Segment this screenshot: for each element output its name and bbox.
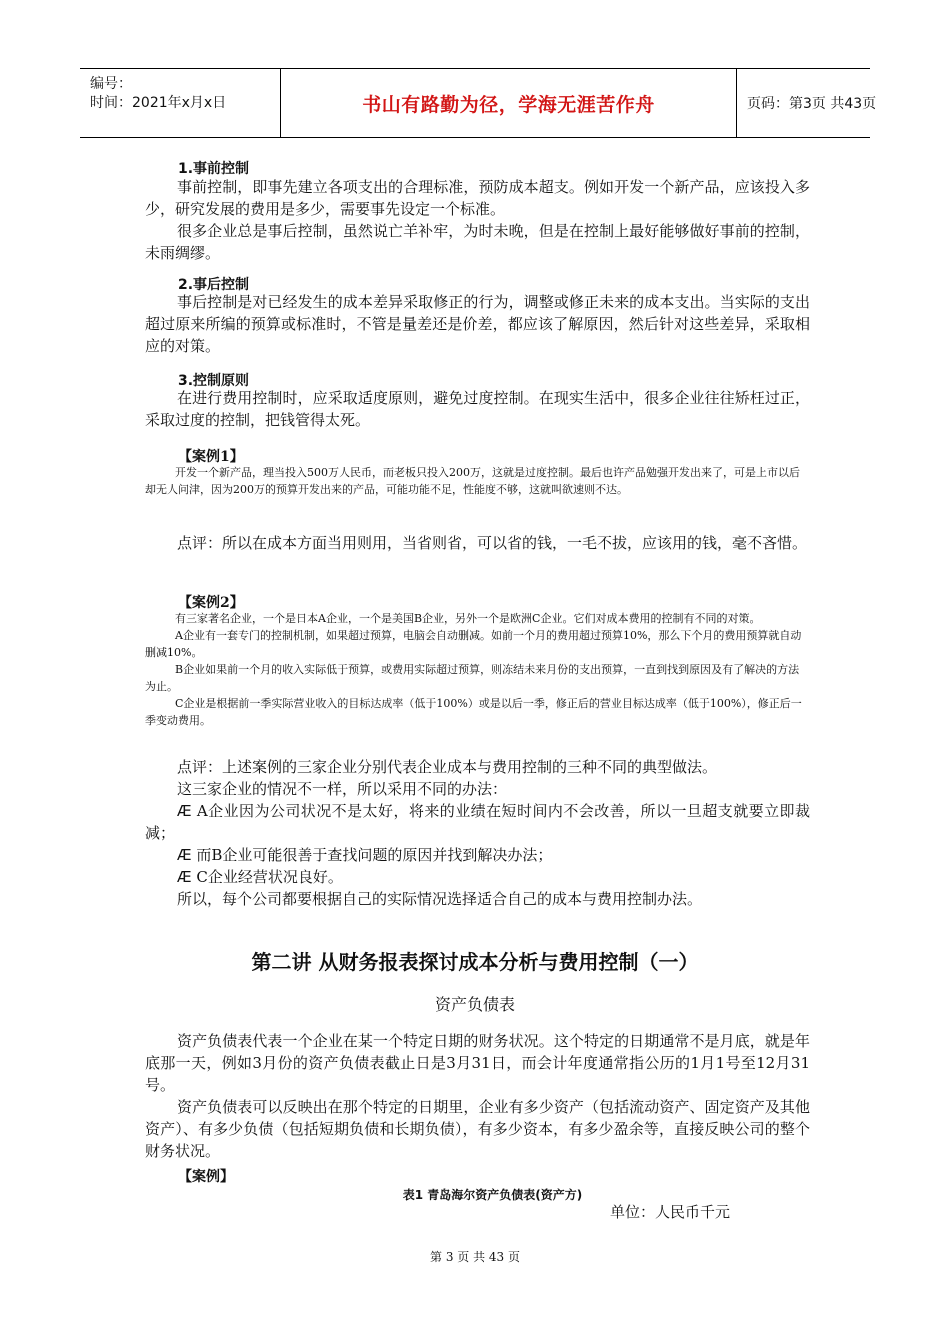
case-text: A企业有一套专门的控制机制，如果超过预算，电脑会自动删减。如前一个月的费用超过预算10%，那么下个月的费用预算就自动删减10%。 [145, 629, 802, 659]
case-2-body [145, 610, 810, 729]
bullet-glyph: Æ [177, 868, 192, 886]
paragraph: 资产负债表可以反映出在那个特定的日期里，企业有多少资产（包括流动资产、固定资产及其他资产）、有多少负债（包括短期负债和长期负债），有多少资本，有多少盈余等，直接反映公司的整个财务状况。 [145, 1098, 810, 1160]
section-3-body [145, 387, 810, 431]
comment-paragraph: 点评：所以在成本方面当用则用，当省则省，可以省的钱，一毛不拔，应该用的钱，毫不吝惜。 [177, 534, 808, 552]
case-text: C企业是根据前一季实际营业收入的目标达成率（低于100%）或是以后一季，修正后的营业目标达成率（低于100%），修正后一季变动费用。 [145, 697, 802, 727]
bullet-glyph: Æ [177, 802, 192, 820]
bullet-glyph: Æ [177, 846, 192, 864]
section-heading-2: 2.事后控制 [178, 277, 250, 293]
case-text: 有三家著名企业，一个是日本A企业，一个是美国B企业，另外一个是欧洲C企业。它们对成本费用的控制有不同的对策。 [175, 612, 761, 625]
bullet-item: Æ C企业经营状况良好。 [177, 868, 343, 886]
page-header [80, 68, 877, 138]
section-1-body [145, 176, 810, 264]
paragraph: 资产负债表代表一个企业在某一个特定日期的财务状况。这个特定的日期通常不是月底，就是年底那一天，例如3月份的资产负债表截止日是3月31日，而会计年度通常指公历的1月1号至12月31号。 [145, 1032, 810, 1094]
header-page-code: 页码：第3页 共43页 [747, 96, 877, 112]
bullet-item: Æ 而B企业可能很善于查找问题的原因并找到解决办法； [177, 846, 553, 864]
page-footer: 第 3 页 共 43 页 [430, 1250, 520, 1264]
section-2-body [145, 291, 810, 357]
table-caption: 表1 青岛海尔资产负债表(资产方) [402, 1188, 583, 1202]
header-page-cell [735, 69, 882, 137]
header-left-cell [80, 69, 280, 137]
case-text: 开发一个新产品，理当投入500万人民币，而老板只投入200万，这就是过度控制。最后也许产品勉强开发出来了，可是上市以后却无人问津，因为200万的预算开发出来的产品，可能功能不足，性能度不够，这就叫欲速则不达。 [145, 466, 800, 496]
header-motto-cell [280, 69, 737, 137]
paragraph: 很多企业总是事后控制，虽然说亡羊补牢，为时未晚，但是在控制上最好能够做好事前的控制，未雨绸缪。 [145, 222, 810, 262]
case-2-comments [145, 756, 810, 910]
paragraph: 在进行费用控制时，应采取适度原则，避免过度控制。在现实生活中，很多企业往往矫枉过正，采取过度的控制，把钱管得太死。 [145, 389, 810, 429]
case-1-heading: 【案例1】 [178, 449, 244, 465]
comment-paragraph: 这三家企业的情况不一样，所以采用不同的办法： [177, 780, 508, 798]
case-heading: 【案例】 [178, 1169, 234, 1185]
section-heading-3: 3.控制原则 [178, 373, 250, 389]
case-1-body [145, 464, 810, 498]
case-2-heading: 【案例2】 [178, 595, 244, 611]
paragraph: 事前控制，即事先建立各项支出的合理标准，预防成本超支。例如开发一个新产品，应该投入多少，研究发展的费用是多少，需要事先设定一个标准。 [145, 178, 810, 218]
case-text: B企业如果前一个月的收入实际低于预算，或费用实际超过预算，则冻结未来月份的支出预算，一直到找到原因及有了解决的方法为止。 [145, 663, 800, 693]
comment-paragraph: 点评：上述案例的三家企业分别代表企业成本与费用控制的三种不同的典型做法。 [177, 758, 718, 776]
case-1-comment [145, 532, 810, 554]
paragraph: 事后控制是对已经发生的成本差异采取修正的行为，调整或修正未来的成本支出。当实际的支出超过原来所编的预算或标准时，不管是量差还是价差，都应该了解原因，然后针对这些差异，采取相应的对策。 [145, 293, 810, 355]
lecture-subtitle: 资产负债表 [434, 995, 515, 1014]
conclusion-paragraph: 所以，每个公司都要根据自己的实际情况选择适合自己的成本与费用控制办法。 [177, 890, 703, 908]
bullet-item: Æ A企业因为公司状况不是太好，将来的业绩在短时间内不会改善，所以一旦超支就要立即裁减； [145, 802, 810, 842]
lecture-title: 第二讲 从财务报表探讨成本分析与费用控制（一） [251, 950, 699, 974]
document-time-label: 时间：2021年x月x日 [90, 95, 227, 111]
table-unit: 单位：人民币千元 [610, 1203, 731, 1221]
lecture-body [145, 1030, 810, 1162]
section-heading-1: 1.事前控制 [178, 161, 250, 177]
header-motto: 书山有路勤为径，学海无涯苦作舟 [362, 93, 655, 116]
document-number-label: 编号： [90, 76, 132, 92]
